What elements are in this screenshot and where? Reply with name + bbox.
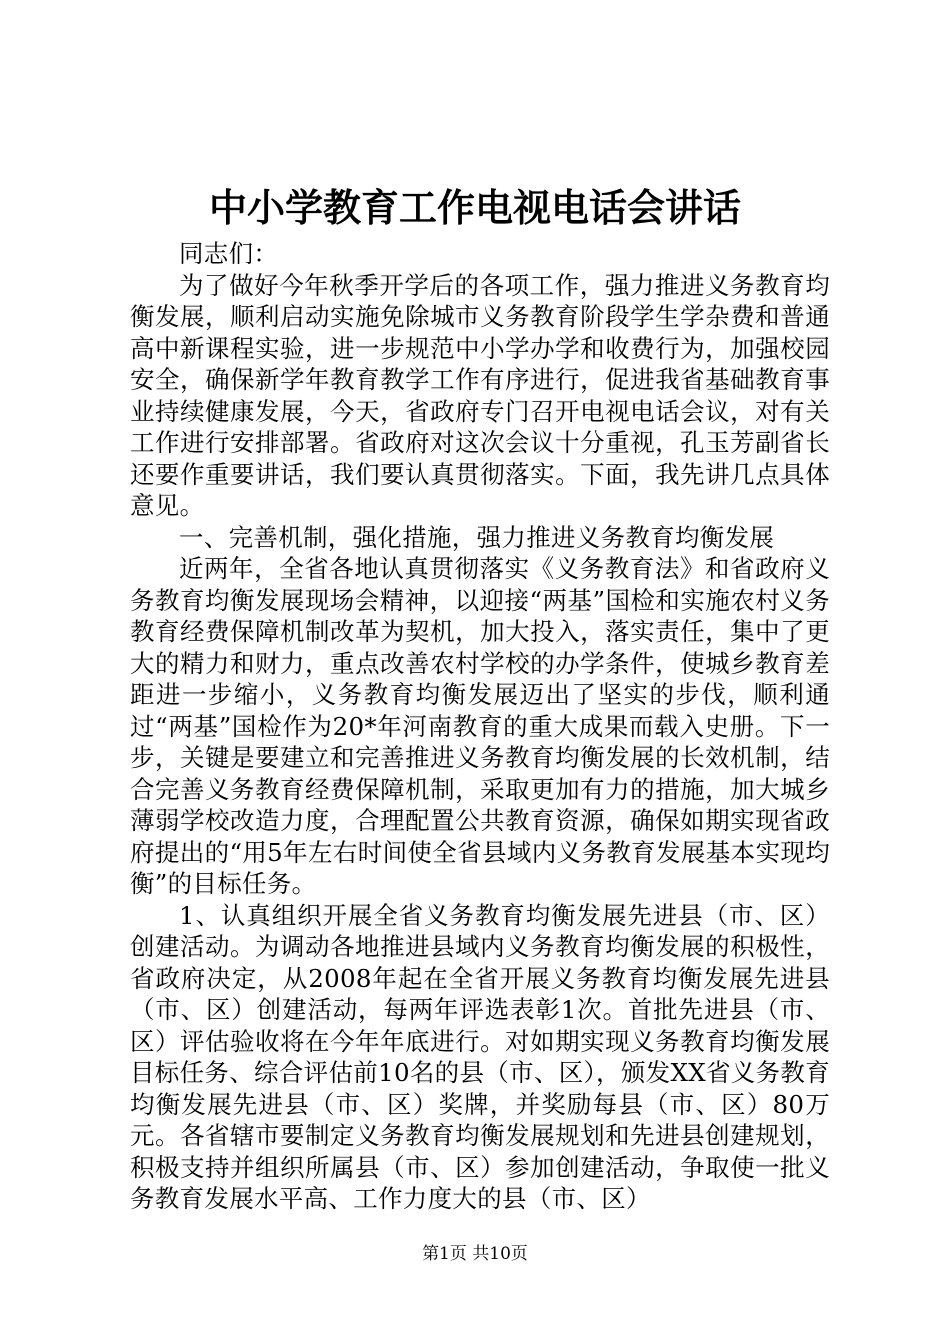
paragraph-item-1: 1、认真组织开展全省义务教育均衡发展先进县（市、区）创建活动。为调动各地推进县域内义务教育均衡发展的积极性，省政府决定，从2008年起在全省开展义务教育均衡发展先进县（市、区）创建活动，每两年评选表彰1次。首批先进县（市、区）评估验收将在今年年底进行。对如期实现义务教育均衡发展目标任务、综合评估前10名的县（市、区），颁发XX省义务教育均衡发展先进县（市、区）奖牌，并奖励每县（市、区）80万元。各省辖市要制定义务教育均衡发展规划和先进县创建规划，积极支持并组织所属县（市、区）参加创建活动，争取使一批义务教育发展水平高、工作力度大的县（市、区） xyxy=(130,900,831,1213)
greeting: 同志们： xyxy=(179,239,279,268)
page-footer: 第1页 共10页 xyxy=(422,1244,528,1264)
paragraph-intro: 为了做好今年秋季开学后的各项工作，强力推进义务教育均衡发展，顺利启动实施免除城市义务教育阶段学生学杂费和普通高中新课程实验，进一步规范中小学办学和收费行为，加强校园安全，确保新学年教育教学工作有序进行，促进我省基础教育事业持续健康发展，今天，省政府专门召开电视电话会议，对有关工作进行安排部署。省政府对这次会议十分重视，孔玉芳副省长还要作重要讲话，我们要认真贯彻落实。下面，我先讲几点具体意见。 xyxy=(130,270,830,520)
document-body xyxy=(130,238,830,1215)
document-title: 中小学教育工作电视电话会讲话 xyxy=(208,185,741,230)
section-heading-1: 一、完善机制，强化措施，强力推进义务教育均衡发展 xyxy=(179,522,775,552)
paragraph-section-1: 近两年，全省各地认真贯彻落实《义务教育法》和省政府义务教育均衡发展现场会精神，以迎接“两基”国检和实施农村义务教育经费保障机制改革为契机，加大投入，落实责任，集中了更大的精力和财力，重点改善农村学校的办学条件，使城乡教育差距进一步缩小，义务教育均衡发展迈出了坚实的步伐，顺利通过“两基”国检作为20*年河南教育的重大成果而载入史册。下一步，关键是要建立和完善推进义务教育均衡发展的长效机制，结合完善义务教育经费保障机制，采取更加有力的措施，加大城乡薄弱学校改造力度，合理配置公共教育资源，确保如期实现省政府提出的“用5年左右时间使全省县域内义务教育发展基本实现均衡”的目标任务。 xyxy=(130,554,830,898)
